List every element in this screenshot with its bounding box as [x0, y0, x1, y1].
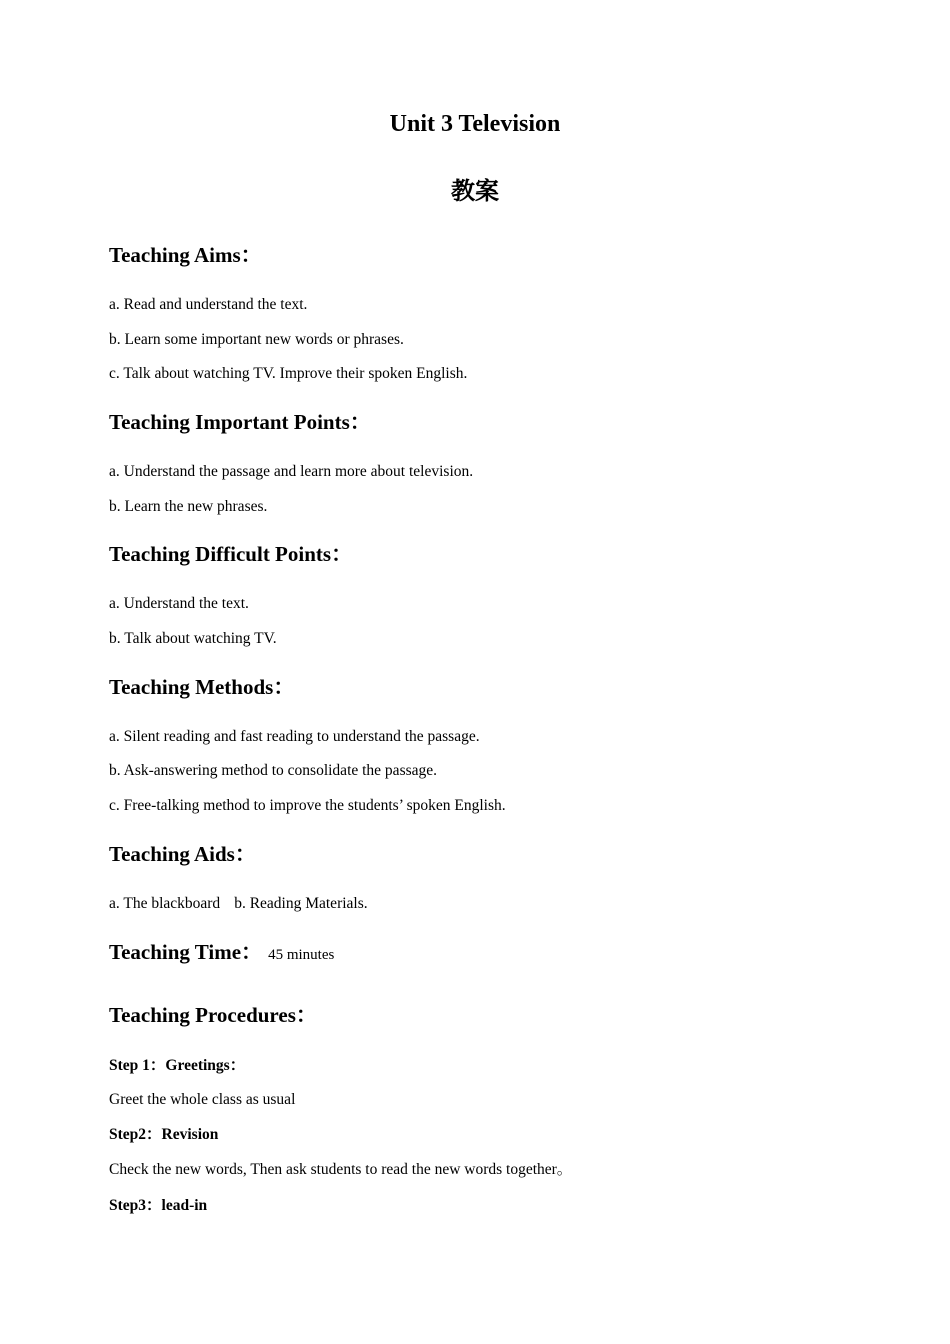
difficult-points-heading: Teaching Difficult Points： [109, 542, 353, 566]
teaching-time-label: Teaching Time： [109, 940, 263, 964]
teaching-aims-heading: Teaching Aims： [109, 243, 262, 267]
document-title: Unit 3 Television [389, 111, 561, 137]
teaching-time-heading [109, 939, 334, 968]
aims-item-a: a. Read and understand the text. [109, 296, 308, 313]
aims-item-b: b. Learn some important new words or phrases. [109, 331, 404, 348]
step1-title: Step 1：Greetings： [109, 1057, 246, 1074]
aids-item-b: b. Reading Materials. [234, 895, 368, 912]
important-points-heading: Teaching Important Points： [109, 410, 371, 434]
teaching-time-value: 45 minutes [268, 947, 335, 963]
important-points-item-b: b. Learn the new phrases. [109, 498, 268, 515]
step2-title: Step2：Revision [109, 1126, 219, 1143]
methods-item-c: c. Free-talking method to improve the students’ spoken English. [109, 797, 506, 814]
methods-item-b: b. Ask-answering method to consolidate the passage. [109, 762, 438, 779]
teaching-procedures-heading: Teaching Procedures： [109, 1003, 317, 1027]
methods-item-a: a. Silent reading and fast reading to understand the passage. [109, 728, 480, 745]
step3-title: Step3：lead-in [109, 1197, 208, 1214]
aids-item-a: a. The blackboard [109, 895, 221, 912]
teaching-aids-heading: Teaching Aids： [109, 842, 256, 866]
difficult-points-item-b: b. Talk about watching TV. [109, 630, 277, 647]
aims-item-c: c. Talk about watching TV. Improve their spoken English. [109, 365, 468, 382]
document-subtitle: 教案 [451, 177, 499, 205]
step1-text: Greet the whole class as usual [109, 1091, 296, 1108]
step2-text: Check the new words, Then ask students to read the new words together。 [109, 1161, 573, 1178]
important-points-item-a: a. Understand the passage and learn more about television. [109, 463, 474, 480]
difficult-points-item-a: a. Understand the text. [109, 595, 249, 612]
teaching-methods-heading: Teaching Methods： [109, 675, 295, 699]
aids-line [109, 894, 368, 914]
